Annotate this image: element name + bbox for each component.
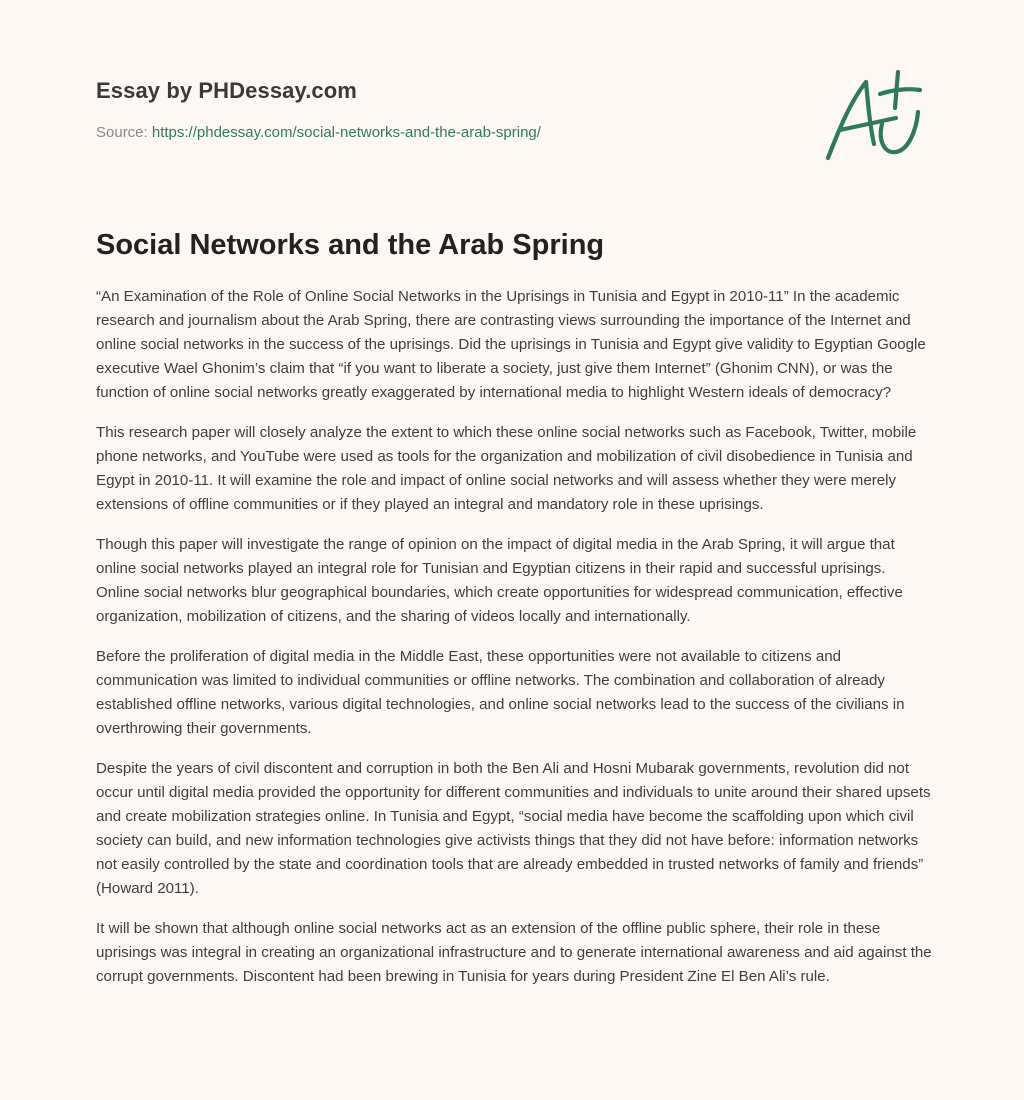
essay-body [96,285,932,1005]
paragraph: It will be shown that although online social networks act as an extension of the offline public sphere, their role in these uprisings was integral in creating an organizational infrastructure and to generate international awareness and aid against the corrupt governments. Discontent had been brewing in Tunisia for years during President Zine El Ben Ali’s rule. [96,920,932,985]
a-plus-logo-icon [824,68,926,164]
source-line [96,124,796,142]
source-label: Source: [96,124,148,141]
site-brand: Essay by PHDessay.com [96,78,357,103]
source-link[interactable]: https://phdessay.com/social-networks-and-the-arab-spring/ [151,124,541,141]
paragraph: This research paper will closely analyze the extent to which these online social networks such as Facebook, Twitter, mobile phone networks, and YouTube were used as tools for the organization and mobilization of civil disobedience in Tunisia and Egypt in 2010-11. It will examine the role and impact of online social networks and will assess whether they were merely extensions of offline communities or if they played an integral and mandatory role in these uprisings. [96,424,917,513]
page-header [96,78,796,142]
essay-title: Social Networks and the Arab Spring [96,229,605,261]
paragraph: “An Examination of the Role of Online Social Networks in the Uprisings in Tunisia and Egypt in 2010-11” In the academic research and journalism about the Arab Spring, there are contrasting views surrounding the importance of the Internet and online social networks in the success of the uprisings. Did the uprisings in Tunisia and Egypt give validity to Egyptian Google executive Wael Ghonim’s claim that “if you want to liberate a society, just give them Internet” (Ghonim CNN), or was the function of online social networks greatly exaggerated by international media to highlight Western ideals of democracy? [96,288,926,401]
paragraph: Despite the years of civil discontent and corruption in both the Ben Ali and Hosni Mubarak governments, revolution did not occur until digital media provided the opportunity for different communities and individuals to unite around their shared upsets and create mobilization strategies online. In Tunisia and Egypt, “social media have become the scaffolding upon which civil society can build, and new information technologies give activists things that they did not have before: information networks not easily controlled by the state and coordination tools that are already embedded in trusted networks of family and friends” (Howard 2011). [96,760,931,897]
paragraph: Though this paper will investigate the range of opinion on the impact of digital media in the Arab Spring, it will argue that online social networks played an integral role for Tunisian and Egyptian citizens in their rapid and successful uprisings. Online social networks blur geographical boundaries, which create opportunities for widespread communication, effective organization, mobilization of citizens, and the sharing of videos locally and internationally. [96,536,903,625]
paragraph: Before the proliferation of digital media in the Middle East, these opportunities were not available to citizens and communication was limited to individual communities or offline networks. The combination and collaboration of already established offline networks, various digital technologies, and online social networks lead to the success of the civilians in overthrowing their governments. [96,648,905,737]
